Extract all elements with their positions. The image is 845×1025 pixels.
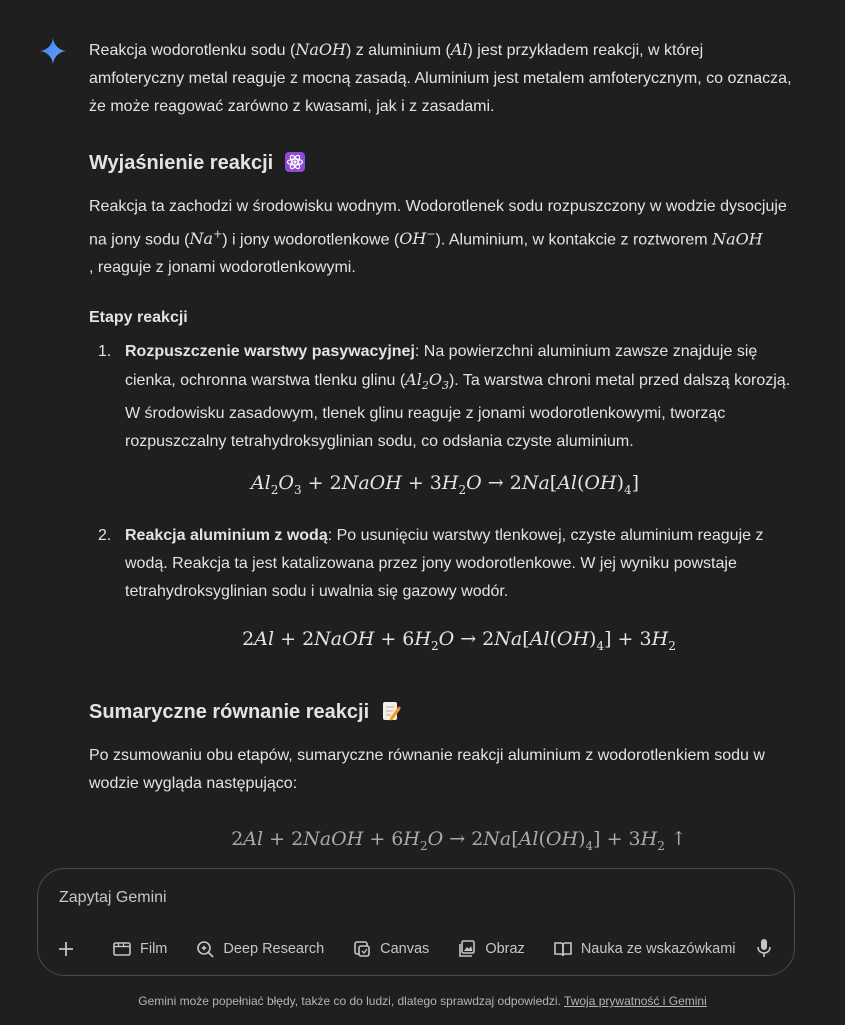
microphone-icon[interactable] (754, 937, 774, 959)
plus-icon (56, 939, 76, 959)
deep-research-button[interactable]: Deep Research (195, 939, 324, 959)
list-item: 2. Reakcja aluminium z wodą: Po usunięciu warstwy tlenkowej, czyste aluminium reaguje z wodą. Reakcja ta jest katalizowana przez jony wodorotlenkowe. W jej wyniku powstaje tetrahydroksyglinian sodu i uwalnia się gazowy wodór. (98, 527, 764, 600)
guided-learning-button[interactable]: Nauka ze wskazówkami (553, 939, 736, 959)
summary-paragraph: Po zsumowaniu obu etapów, sumaryczne równanie reakcji aluminium z wodorotlenkiem sodu w wodzie wygląda następująco: (89, 747, 765, 792)
disclaimer-footer: Gemini może popełniać błędy, także co do ludzi, dlatego sprawdzaj odpowiedzi. Twoja prywatność i Gemini (138, 994, 707, 1008)
image-button[interactable]: Obraz (457, 939, 525, 959)
canvas-button[interactable]: Canvas (352, 939, 429, 959)
privacy-link[interactable]: Twoja prywatność i Gemini (564, 994, 707, 1008)
prompt-input[interactable]: Zapytaj Gemini (59, 889, 167, 906)
explanation-paragraph: Reakcja ta zachodzi w środowisku wodnym. Wodorotlenek sodu rozpuszczony w wodzie dysocjuje na jony sodu (Na+) i jony wodorotlenkowe (OH−). Aluminium, w kontakcie z roztworem NaOH , reaguje z jonami wodorotlenkowymi. (89, 198, 787, 277)
equation-step-1: $Al_2O_3$ + 2NaOH + $3H_2O \to 2Na[Al(OH)_4]$ (250, 472, 640, 497)
intro-paragraph: Reakcja wodorotlenku sodu (NaOH) z aluminium (Al) jest przykładem reakcji, w której amfoteryczny metal reaguje z mocną zasadą. Aluminium jest metalem amfoterycznym, co oznacza, że może reagować zarówno z kwasami, jak i z zasadami. (89, 40, 792, 115)
stages-heading: Etapy reakcji (89, 309, 188, 326)
gemini-spark-icon (40, 38, 66, 64)
section-heading-explanation: Wyjaśnienie reakcji (89, 149, 305, 177)
list-item: 1. Rozpuszczenie warstwy pasywacyjnej: Na powierzchni aluminium zawsze znajduje się cienka, ochronna warstwa tlenku glinu $(Al_2O_3)$. Ta warstwa chroni metal przed dalszą korozją. W środowisku zasadowym, tlenek glinu reaguje z jonami wodorotlenkowymi, tworząc rozpuszczalny tetrahydroksyglinian sodu, co odsłania czyste aluminium. (98, 343, 791, 451)
book-icon (553, 939, 573, 959)
toolbar (56, 937, 764, 961)
canvas-icon (352, 939, 372, 959)
prompt-input-box[interactable] (37, 868, 795, 976)
equation-step-2: 2Al + 2NaOH + $6H_2O \to 2Na[Al(OH)_4] + 3H_2$ (242, 628, 676, 653)
add-button[interactable] (56, 939, 84, 959)
section-heading-summary: Sumaryczne równanie reakcji (89, 698, 401, 726)
atom-icon (285, 152, 305, 172)
deep-research-icon (195, 939, 215, 959)
image-icon (457, 939, 477, 959)
film-icon (112, 939, 132, 959)
film-button[interactable]: Film (112, 939, 167, 959)
memo-icon (381, 701, 401, 721)
equation-summary: 2Al + 2NaOH + $6H_2O \to 2Na[Al(OH)_4] + 3H_2$ ↑ (231, 828, 687, 853)
